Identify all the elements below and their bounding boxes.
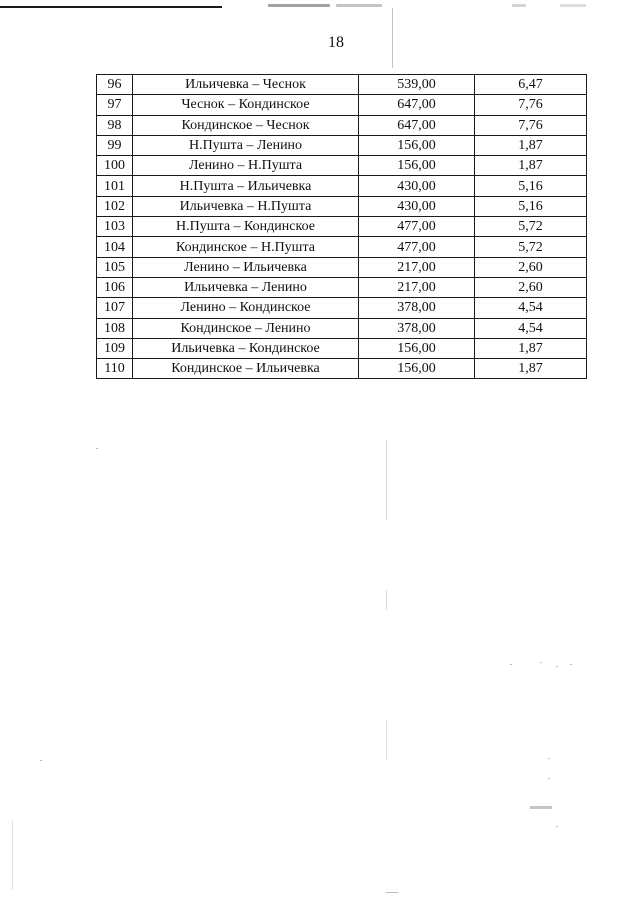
scan-speck bbox=[548, 778, 550, 779]
distance-value: 156,00 bbox=[359, 156, 475, 176]
table-row bbox=[97, 135, 587, 155]
distance-value: 156,00 bbox=[359, 135, 475, 155]
table-row bbox=[97, 338, 587, 358]
row-number: 109 bbox=[97, 338, 133, 358]
row-number: 97 bbox=[97, 95, 133, 115]
route-name: Ленино – Кондинское bbox=[133, 298, 359, 318]
row-number: 107 bbox=[97, 298, 133, 318]
route-name: Ленино – Ильичевка bbox=[133, 257, 359, 277]
route-name: Н.Пушта – Кондинское bbox=[133, 217, 359, 237]
price-value: 1,87 bbox=[475, 359, 587, 379]
table-row bbox=[97, 95, 587, 115]
distance-value: 156,00 bbox=[359, 338, 475, 358]
routes-table-body bbox=[97, 75, 587, 379]
route-name: Чеснок – Кондинское bbox=[133, 95, 359, 115]
distance-value: 156,00 bbox=[359, 359, 475, 379]
price-value: 7,76 bbox=[475, 95, 587, 115]
distance-value: 217,00 bbox=[359, 277, 475, 297]
scan-speck bbox=[510, 664, 512, 665]
price-value: 4,54 bbox=[475, 318, 587, 338]
scan-vertical-line bbox=[386, 720, 387, 760]
price-value: 5,16 bbox=[475, 196, 587, 216]
table-row bbox=[97, 318, 587, 338]
scan-speck bbox=[556, 826, 558, 827]
distance-value: 647,00 bbox=[359, 115, 475, 135]
price-value: 2,60 bbox=[475, 257, 587, 277]
distance-value: 539,00 bbox=[359, 75, 475, 95]
scan-speck bbox=[96, 448, 98, 449]
distance-value: 430,00 bbox=[359, 176, 475, 196]
scan-speck bbox=[540, 662, 542, 663]
row-number: 110 bbox=[97, 359, 133, 379]
distance-value: 378,00 bbox=[359, 298, 475, 318]
row-number: 99 bbox=[97, 135, 133, 155]
distance-value: 217,00 bbox=[359, 257, 475, 277]
row-number: 104 bbox=[97, 237, 133, 257]
row-number: 108 bbox=[97, 318, 133, 338]
route-name: Кондинское – Ильичевка bbox=[133, 359, 359, 379]
table-row bbox=[97, 196, 587, 216]
row-number: 103 bbox=[97, 217, 133, 237]
table-row bbox=[97, 359, 587, 379]
row-number: 98 bbox=[97, 115, 133, 135]
table-row bbox=[97, 277, 587, 297]
distance-value: 378,00 bbox=[359, 318, 475, 338]
price-value: 5,72 bbox=[475, 217, 587, 237]
scan-speck bbox=[40, 760, 42, 761]
price-value: 7,76 bbox=[475, 115, 587, 135]
price-value: 4,54 bbox=[475, 298, 587, 318]
route-name: Ильичевка – Н.Пушта bbox=[133, 196, 359, 216]
route-name: Кондинское – Чеснок bbox=[133, 115, 359, 135]
scan-smudge bbox=[268, 4, 330, 7]
routes-table-container bbox=[96, 74, 587, 379]
routes-table bbox=[96, 74, 587, 379]
scan-speck bbox=[570, 664, 572, 665]
row-number: 96 bbox=[97, 75, 133, 95]
scan-speck bbox=[556, 666, 558, 667]
route-name: Ильичевка – Кондинское bbox=[133, 338, 359, 358]
price-value: 1,87 bbox=[475, 135, 587, 155]
scan-speck bbox=[548, 758, 550, 759]
scan-top-rule bbox=[0, 6, 222, 8]
table-row bbox=[97, 115, 587, 135]
row-number: 102 bbox=[97, 196, 133, 216]
scan-smudge bbox=[336, 4, 382, 7]
table-row bbox=[97, 156, 587, 176]
route-name: Н.Пушта – Ильичевка bbox=[133, 176, 359, 196]
scan-smudge bbox=[560, 4, 586, 7]
price-value: 1,87 bbox=[475, 156, 587, 176]
row-number: 100 bbox=[97, 156, 133, 176]
route-name: Н.Пушта – Ленино bbox=[133, 135, 359, 155]
price-value: 2,60 bbox=[475, 277, 587, 297]
route-name: Ильичевка – Чеснок bbox=[133, 75, 359, 95]
scan-vertical-line bbox=[12, 820, 13, 890]
price-value: 6,47 bbox=[475, 75, 587, 95]
distance-value: 647,00 bbox=[359, 95, 475, 115]
route-name: Кондинское – Ленино bbox=[133, 318, 359, 338]
table-row bbox=[97, 176, 587, 196]
scan-speck bbox=[386, 892, 398, 893]
table-row bbox=[97, 298, 587, 318]
table-row bbox=[97, 217, 587, 237]
row-number: 106 bbox=[97, 277, 133, 297]
price-value: 5,72 bbox=[475, 237, 587, 257]
scan-smudge bbox=[512, 4, 526, 7]
distance-value: 477,00 bbox=[359, 217, 475, 237]
scan-vertical-line bbox=[386, 440, 387, 520]
table-row bbox=[97, 257, 587, 277]
table-row bbox=[97, 75, 587, 95]
table-row bbox=[97, 237, 587, 257]
scan-speck bbox=[530, 806, 552, 809]
distance-value: 477,00 bbox=[359, 237, 475, 257]
row-number: 105 bbox=[97, 257, 133, 277]
route-name: Ильичевка – Ленино bbox=[133, 277, 359, 297]
price-value: 5,16 bbox=[475, 176, 587, 196]
scan-vertical-line bbox=[386, 590, 387, 610]
page-number: 18 bbox=[328, 34, 344, 51]
route-name: Кондинское – Н.Пушта bbox=[133, 237, 359, 257]
row-number: 101 bbox=[97, 176, 133, 196]
distance-value: 430,00 bbox=[359, 196, 475, 216]
route-name: Ленино – Н.Пушта bbox=[133, 156, 359, 176]
price-value: 1,87 bbox=[475, 338, 587, 358]
